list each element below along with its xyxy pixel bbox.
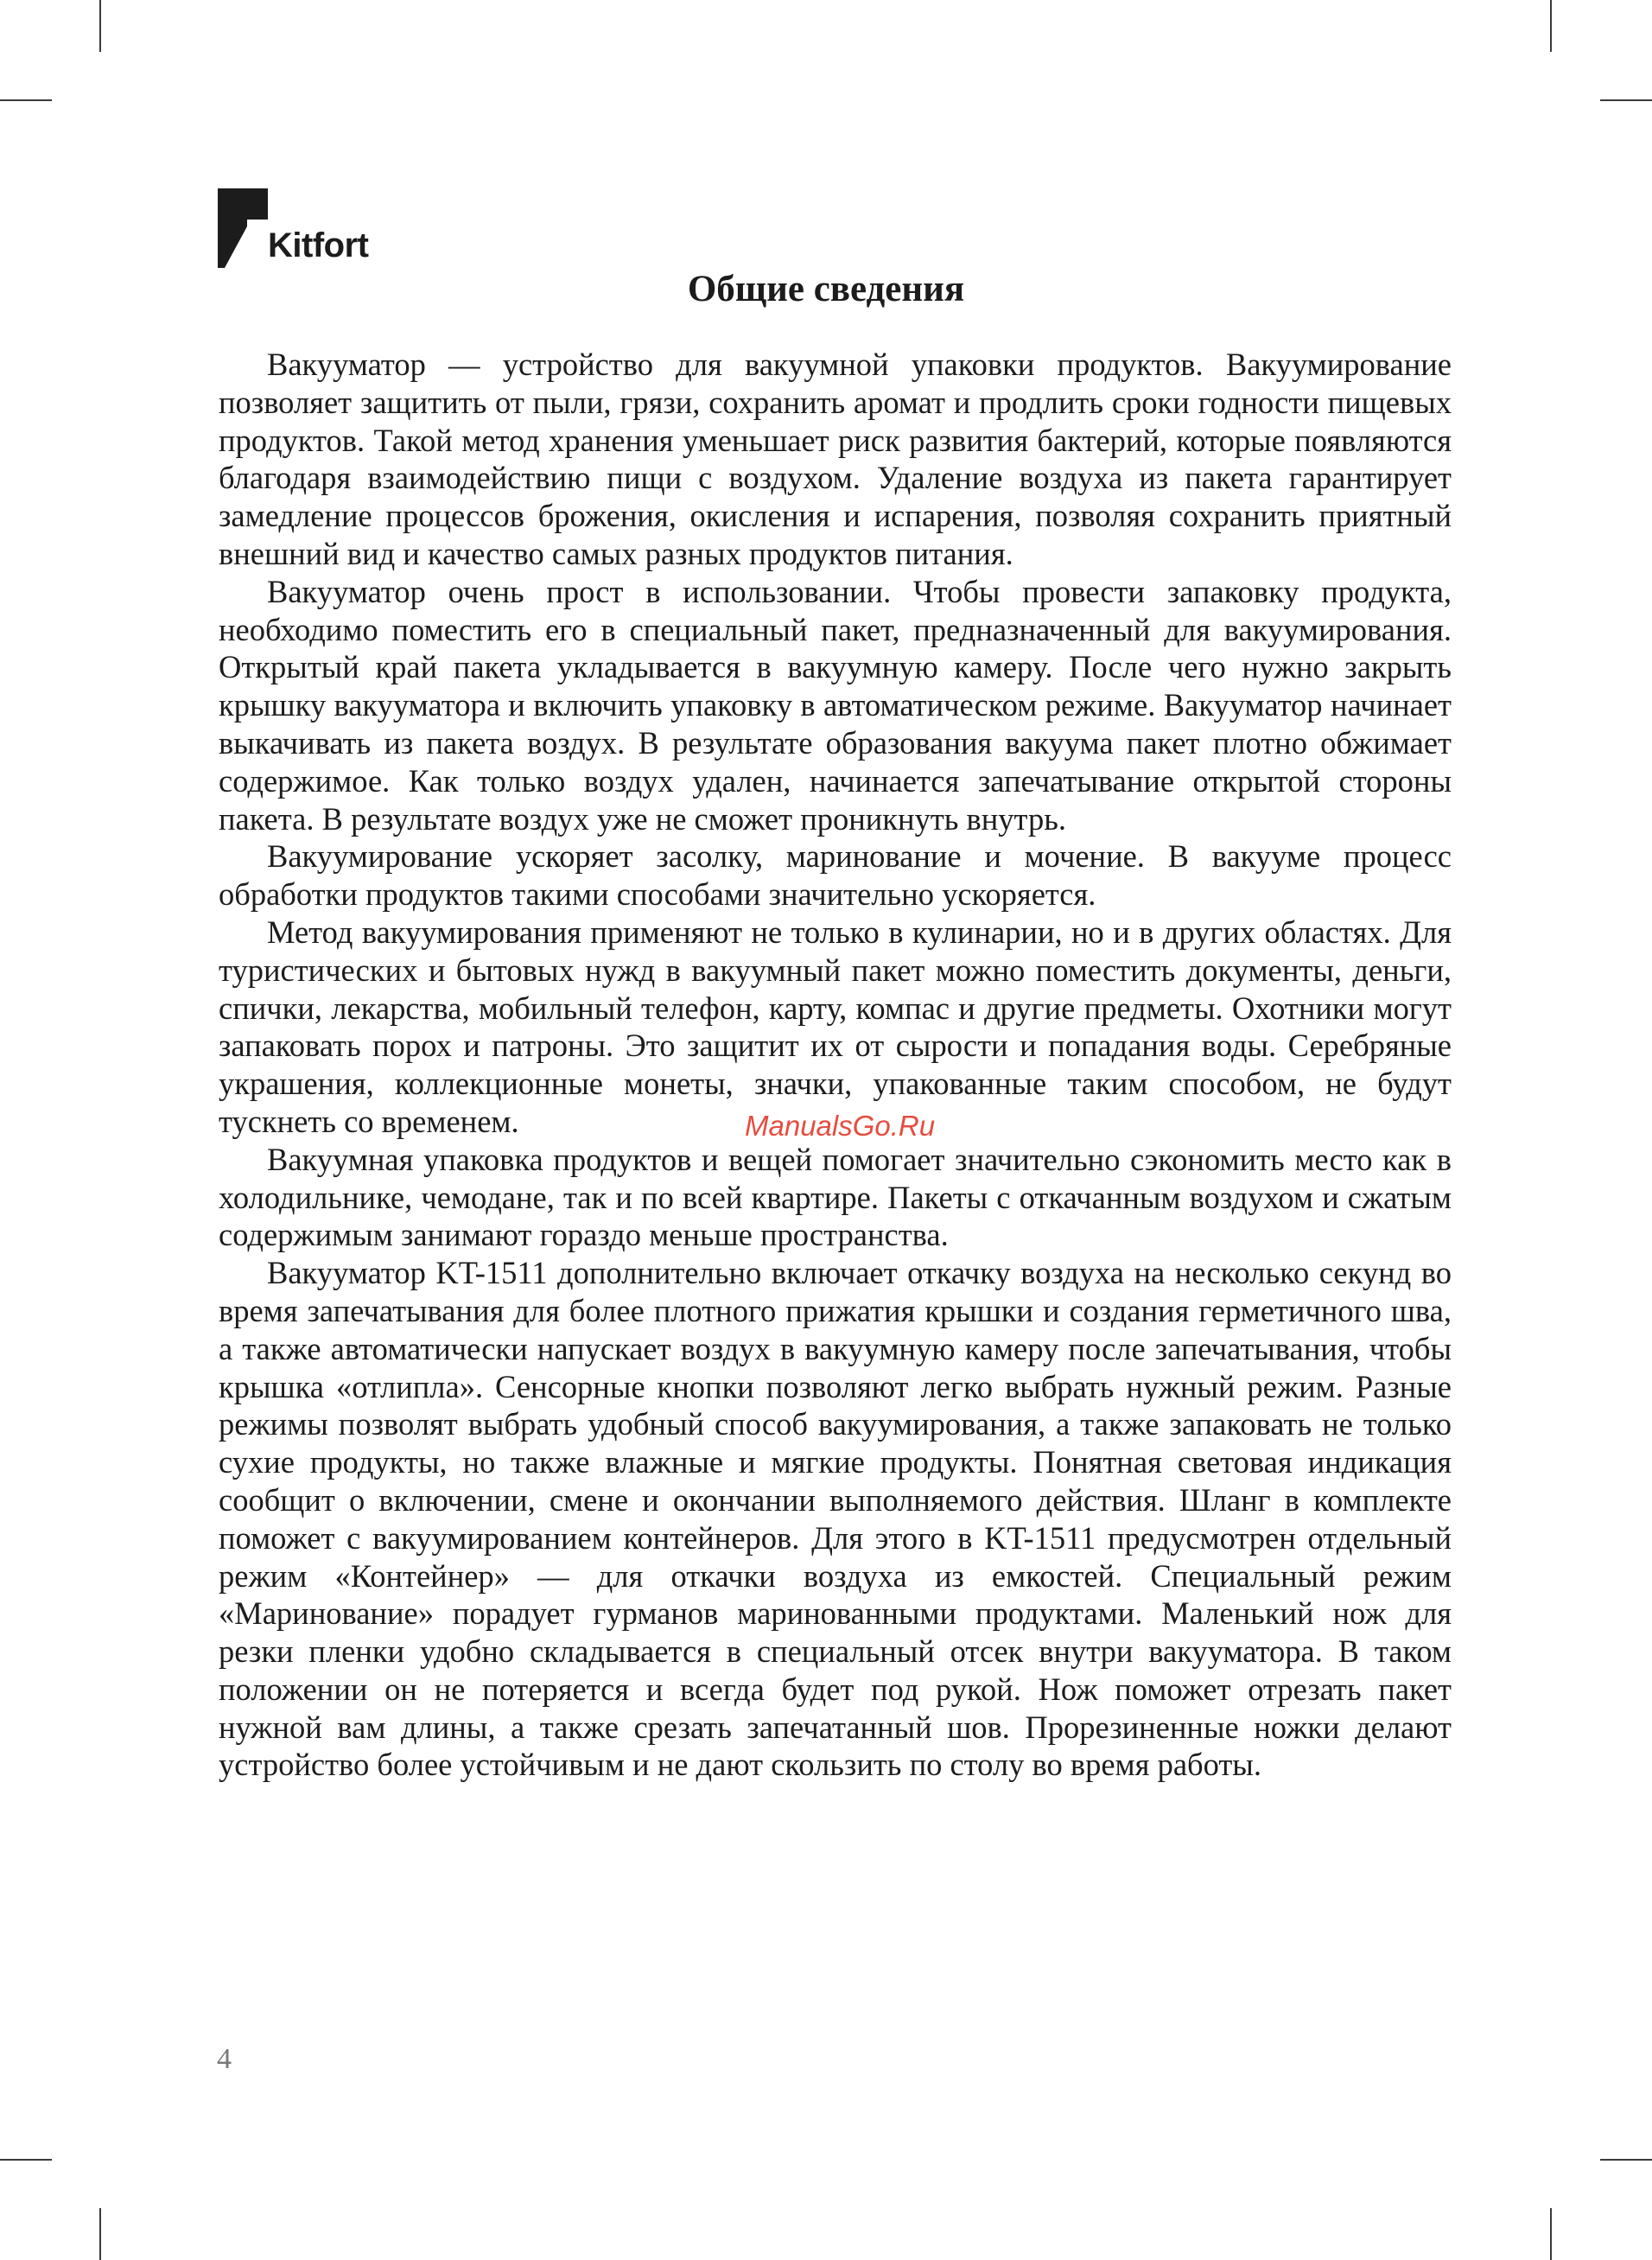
watermark: ManualsGo.Ru — [745, 1110, 936, 1142]
paragraph: Вакуумирование ускоряет засолку, маринование и мочение. В вакууме процесс обработки продуктов такими способами значительно ускоряется. — [219, 838, 1452, 913]
paragraph: Вакууматор KT-1511 дополнительно включает откачку воздуха на несколько секунд во время запечатывания для более плотного прижатия крышки и создания герметичного шва, а также автоматически напускает воздух в вакуумную камеру после запечатывания, чтобы крышка «отлипла». Сенсорные кнопки позволяют легко выбрать нужный режим. Разные режимы позволят выбрать удобный способ вакуумирования, а также запаковать не только сухие продукты, но также влажные и мягкие продукты. Понятная световая индикация сообщит о включении, смене и окончании выполняемого действия. Шланг в комплекте поможет с вакуумированием контейнеров. Для этого в KT-1511 предусмотрен отдельный режим «Контейнер» — для откачки воздуха из емкостей. Специальный режим «Маринование» порадует гурманов маринованными продуктами. Маленький нож для резки пленки удобно складывается в специальный отсек внутри вакууматора. В таком положении он не потеряется и всегда будет под рукой. Нож поможет отрезать пакет нужной вам длины, а также срезать запечатанный шов. Прорезиненные ножки делают устройство более устойчивым и не дают скользить по столу во время работы. — [219, 1255, 1452, 1783]
crop-mark-bottom-right-horizontal — [1600, 2159, 1652, 2161]
paragraph: Вакууматор — устройство для вакуумной упаковки продуктов. Вакуумирование позволяет защитить от пыли, грязи, сохранить аромат и продлить сроки годности пищевых продуктов. Такой метод хранения уменьшает риск развития бактерий, которые появляются благодаря взаимодействию пищи с воздухом. Удаление воздуха из пакета гарантирует замедление процессов брожения, окисления и испарения, позволяя сохранить приятный внешний вид и качество самых разных продуктов питания. — [219, 347, 1452, 571]
paragraph: Вакуумная упаковка продуктов и вещей помогает значительно сэкономить место как в холодильнике, чемодане, так и по всей квартире. Пакеты с откачанным воздухом и сжатым содержимым занимают гораздо меньше пространства. — [219, 1141, 1452, 1253]
crop-mark-bottom-right-vertical — [1550, 2208, 1552, 2260]
crop-mark-bottom-left-horizontal — [0, 2159, 52, 2161]
crop-mark-top-left-vertical — [99, 0, 101, 52]
crop-mark-top-right-horizontal — [1600, 99, 1652, 101]
kitfort-logo-icon — [218, 188, 268, 268]
body-text — [219, 346, 1452, 1784]
paragraph: Вакууматор очень прост в использовании. Чтобы провести запаковку продукта, необходимо поместить его в специальный пакет, предназначенный для вакуумирования. Открытый край пакета укладывается в вакуумную камеру. После чего нужно закрыть крышку вакууматора и включить упаковку в автоматическом режиме. Вакууматор начинает выкачивать из пакета воздух. В результате образования вакуума пакет плотно обжимает содержимое. Как только воздух удален, начинается запечатывание открытой стороны пакета. В результате воздух уже не сможет проникнуть внутрь. — [219, 573, 1452, 837]
brand-logo — [218, 188, 391, 275]
brand-name: Kitfort — [268, 226, 369, 264]
page-number: 4 — [217, 2043, 232, 2075]
page-title: Общие сведения — [687, 269, 965, 309]
crop-mark-top-right-vertical — [1550, 0, 1552, 52]
crop-mark-top-left-horizontal — [0, 99, 52, 101]
crop-mark-bottom-left-vertical — [99, 2208, 101, 2260]
paragraph: Метод вакуумирования применяют не только в кулинарии, но и в других областях. Для туристических и бытовых нужд в вакуумный пакет можно поместить документы, деньги, спички, лекарства, мобильный телефон, карту, компас и другие предметы. Охотники могут запаковать порох и патроны. Это защитит их от сырости и попадания воды. Серебряные украшения, коллекционные монеты, значки, упакованные таким способом, не будут тускнеть со временем. — [219, 914, 1452, 1139]
